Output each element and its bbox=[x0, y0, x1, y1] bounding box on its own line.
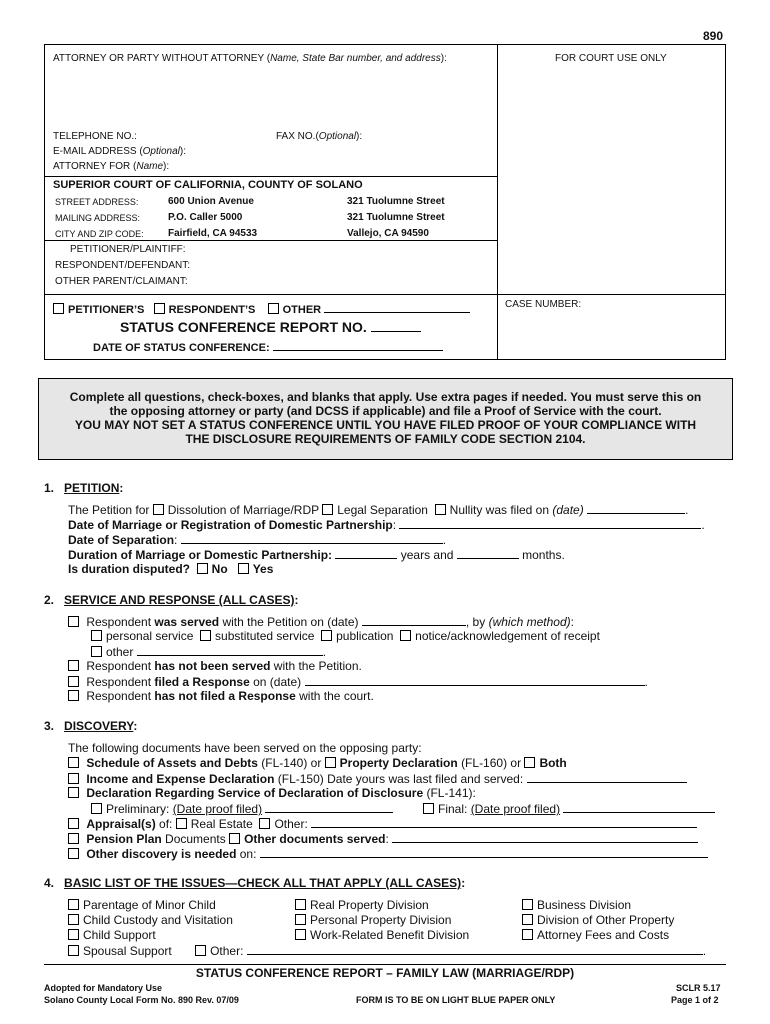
final-row: Final: (Date proof filed) bbox=[423, 801, 715, 817]
duration-disputed-row: Is duration disputed? No Yes bbox=[68, 562, 274, 576]
issue-checkbox[interactable] bbox=[295, 929, 306, 940]
court-use-divider bbox=[497, 44, 498, 360]
declaration-row: Declaration Regarding Service of Declaration of Disclosure (FL-141): bbox=[68, 786, 476, 801]
other-documents-checkbox[interactable] bbox=[229, 833, 240, 844]
issue-checkbox[interactable] bbox=[295, 899, 306, 910]
petition-type-row: The Petition for Dissolution of Marriage/RDP Legal Separation Nullity was filed on (date) . bbox=[68, 503, 689, 517]
marriage-date-field[interactable] bbox=[399, 517, 701, 529]
issue-item: Business Division bbox=[522, 898, 631, 913]
court-use-label: FOR COURT USE ONLY bbox=[555, 53, 667, 64]
preliminary-date-field[interactable] bbox=[265, 801, 393, 813]
attorney-for-label: ATTORNEY FOR (Name): bbox=[53, 161, 170, 172]
issue-item: Division of Other Property bbox=[522, 913, 674, 928]
notice-checkbox[interactable] bbox=[400, 630, 411, 641]
sclr-label: SCLR 5.17 bbox=[676, 983, 721, 993]
nullity-checkbox[interactable] bbox=[435, 504, 446, 515]
street-label: STREET ADDRESS: bbox=[55, 197, 139, 207]
issue-checkbox[interactable] bbox=[68, 945, 79, 956]
petitioners-checkbox[interactable] bbox=[53, 303, 64, 314]
duration-row: Duration of Marriage or Domestic Partnership: years and months. bbox=[68, 548, 565, 562]
page-number: Page 1 of 2 bbox=[671, 995, 719, 1005]
duration-years-field[interactable] bbox=[335, 547, 397, 559]
pension-checkbox[interactable] bbox=[68, 833, 79, 844]
conference-date-label: DATE OF STATUS CONFERENCE: bbox=[93, 339, 443, 354]
pension-row: Pension Plan Documents Other documents served: bbox=[68, 831, 698, 847]
mailing-address-2: 321 Tuolumne Street bbox=[347, 212, 445, 223]
income-date-field[interactable] bbox=[527, 771, 687, 783]
issue-checkbox[interactable] bbox=[522, 899, 533, 910]
duration-months-field[interactable] bbox=[457, 547, 519, 559]
instructions-line-1: Complete all questions, check-boxes, and blanks that apply. Use extra pages if needed. You must serve this on bbox=[69, 390, 702, 404]
service-method-row: personal service substituted service publication notice/acknowledgement of receipt bbox=[91, 629, 600, 644]
disputed-no-checkbox[interactable] bbox=[197, 563, 208, 574]
footer-rule bbox=[44, 964, 726, 965]
final-date-field[interactable] bbox=[563, 801, 715, 813]
mailing-label: MAILING ADDRESS: bbox=[55, 213, 141, 223]
court-name: SUPERIOR COURT OF CALIFORNIA, COUNTY OF SOLANO bbox=[53, 179, 363, 191]
service-other-field[interactable] bbox=[137, 644, 323, 656]
not-served-checkbox[interactable] bbox=[68, 660, 79, 671]
was-served-checkbox[interactable] bbox=[68, 616, 79, 627]
issue-item: Attorney Fees and Costs bbox=[522, 928, 669, 943]
service-other-row: other . bbox=[91, 644, 326, 660]
report-type-row: PETITIONER’S RESPONDENT’S OTHER bbox=[53, 301, 470, 318]
served-date-field[interactable] bbox=[362, 614, 466, 626]
petitioner-label: PETITIONER/PLAINTIFF: bbox=[70, 244, 186, 255]
discovery-intro: The following documents have been served on the opposing party: bbox=[68, 741, 422, 755]
section-4-heading: 4. BASIC LIST OF THE ISSUES—CHECK ALL THAT APPLY (ALL CASES): bbox=[44, 876, 466, 890]
income-checkbox[interactable] bbox=[68, 773, 79, 784]
other-checkbox[interactable] bbox=[268, 303, 279, 314]
issue-item: Parentage of Minor Child bbox=[68, 898, 216, 913]
email-label: E-MAIL ADDRESS (Optional): bbox=[53, 146, 187, 157]
publication-checkbox[interactable] bbox=[321, 630, 332, 641]
real-estate-checkbox[interactable] bbox=[176, 818, 187, 829]
local-form-number: Solano County Local Form No. 890 Rev. 07/09 bbox=[44, 995, 239, 1005]
issue-other-field[interactable] bbox=[247, 943, 703, 955]
attorney-label: ATTORNEY OR PARTY WITHOUT ATTORNEY (Name, State Bar number, and address): bbox=[53, 53, 447, 64]
disputed-yes-checkbox[interactable] bbox=[238, 563, 249, 574]
respondent-label: RESPONDENT/DEFENDANT: bbox=[55, 260, 191, 271]
marriage-date-row: Date of Marriage or Registration of Domestic Partnership: . bbox=[68, 518, 705, 532]
other-documents-field[interactable] bbox=[392, 831, 698, 843]
appraisals-row: Appraisal(s) of: Real Estate Other: bbox=[68, 816, 697, 832]
appraisal-other-checkbox[interactable] bbox=[259, 818, 270, 829]
adopted-label: Adopted for Mandatory Use bbox=[44, 983, 163, 993]
form-number: 890 bbox=[703, 29, 724, 43]
other-parent-label: OTHER PARENT/CLAIMANT: bbox=[55, 276, 188, 287]
issue-checkbox[interactable] bbox=[68, 929, 79, 940]
telephone-label: TELEPHONE NO.: bbox=[53, 131, 137, 142]
income-row: Income and Expense Declaration (FL-150) Date yours was last filed and served: bbox=[68, 771, 687, 787]
separation-date-field[interactable] bbox=[181, 532, 443, 544]
dissolution-checkbox[interactable] bbox=[153, 504, 164, 515]
divider bbox=[44, 176, 497, 177]
appraisals-checkbox[interactable] bbox=[68, 818, 79, 829]
final-checkbox[interactable] bbox=[423, 803, 434, 814]
issue-item: Work-Related Benefit Division bbox=[295, 928, 469, 943]
issue-item: Personal Property Division bbox=[295, 913, 451, 928]
city-1: Fairfield, CA 94533 bbox=[168, 228, 258, 239]
legal-separation-checkbox[interactable] bbox=[322, 504, 333, 515]
personal-service-checkbox[interactable] bbox=[91, 630, 102, 641]
filed-response-row: Respondent filed a Response on (date) . bbox=[68, 674, 648, 690]
issue-checkbox[interactable] bbox=[68, 914, 79, 925]
issue-checkbox[interactable] bbox=[522, 914, 533, 925]
not-served-row: Respondent has not been served with the Petition. bbox=[68, 659, 362, 674]
response-date-field[interactable] bbox=[305, 674, 645, 686]
issue-other-checkbox[interactable] bbox=[195, 945, 206, 956]
substituted-service-checkbox[interactable] bbox=[200, 630, 211, 641]
instructions-line-3: YOU MAY NOT SET A STATUS CONFERENCE UNTIL YOU HAVE FILED PROOF OF YOUR COMPLIANCE WITH bbox=[74, 418, 697, 432]
both-checkbox[interactable] bbox=[524, 757, 535, 768]
appraisal-other-field[interactable] bbox=[311, 816, 697, 828]
issue-item: Real Property Division bbox=[295, 898, 429, 913]
schedule-row: Schedule of Assets and Debts (FL-140) or Property Declaration (FL-160) or Both bbox=[68, 756, 567, 771]
section-3-heading: 3. DISCOVERY: bbox=[44, 719, 138, 733]
preliminary-checkbox[interactable] bbox=[91, 803, 102, 814]
issue-item: Spousal Support Other: . bbox=[68, 943, 706, 959]
preliminary-row: Preliminary: (Date proof filed) bbox=[91, 801, 393, 817]
report-number-field[interactable] bbox=[371, 318, 421, 332]
city-label: CITY AND ZIP CODE: bbox=[55, 229, 144, 239]
case-number-label: CASE NUMBER: bbox=[505, 299, 582, 310]
street-address-2: 321 Tuolumne Street bbox=[347, 196, 445, 207]
petition-filed-date-field[interactable] bbox=[587, 502, 685, 514]
issue-item: Child Support bbox=[68, 928, 156, 943]
instructions-line-4: THE DISCLOSURE REQUIREMENTS OF FAMILY CODE SECTION 2104. bbox=[185, 432, 586, 446]
not-filed-checkbox[interactable] bbox=[68, 690, 79, 701]
respondents-checkbox[interactable] bbox=[154, 303, 165, 314]
footer-title: STATUS CONFERENCE REPORT – FAMILY LAW (MARRIAGE/RDP) bbox=[195, 966, 575, 980]
report-title: STATUS CONFERENCE REPORT NO. bbox=[120, 318, 421, 335]
other-discovery-row: Other discovery is needed on: bbox=[68, 846, 708, 862]
issue-checkbox[interactable] bbox=[295, 914, 306, 925]
property-declaration-checkbox[interactable] bbox=[325, 757, 336, 768]
not-filed-row: Respondent has not filed a Response with the court. bbox=[68, 689, 374, 704]
fax-label: FAX NO.(Optional): bbox=[276, 131, 363, 142]
was-served-row: Respondent was served with the Petition on (date) , by (which method): bbox=[68, 614, 574, 630]
declaration-checkbox[interactable] bbox=[68, 787, 79, 798]
separation-date-row: Date of Separation: . bbox=[68, 533, 447, 547]
section-1-heading: 1. PETITION: bbox=[44, 481, 124, 495]
street-address-1: 600 Union Avenue bbox=[168, 196, 254, 207]
other-discovery-checkbox[interactable] bbox=[68, 848, 79, 859]
service-other-checkbox[interactable] bbox=[91, 646, 102, 657]
city-2: Vallejo, CA 94590 bbox=[347, 228, 429, 239]
divider bbox=[44, 240, 497, 241]
paper-note: FORM IS TO BE ON LIGHT BLUE PAPER ONLY bbox=[356, 995, 556, 1005]
issue-checkbox[interactable] bbox=[68, 899, 79, 910]
instructions-line-2: the opposing attorney or party (and DCSS if applicable) and file a Proof of Service with the court. bbox=[109, 404, 662, 418]
mailing-address-1: P.O. Caller 5000 bbox=[168, 212, 243, 223]
filed-response-checkbox[interactable] bbox=[68, 676, 79, 687]
other-discovery-field[interactable] bbox=[260, 846, 708, 858]
schedule-checkbox[interactable] bbox=[68, 757, 79, 768]
issue-checkbox[interactable] bbox=[522, 929, 533, 940]
other-field[interactable] bbox=[324, 301, 470, 313]
issue-item: Child Custody and Visitation bbox=[68, 913, 233, 928]
divider bbox=[44, 294, 726, 295]
section-2-heading: 2. SERVICE AND RESPONSE (ALL CASES): bbox=[44, 593, 299, 607]
conference-date-field[interactable] bbox=[273, 339, 443, 351]
